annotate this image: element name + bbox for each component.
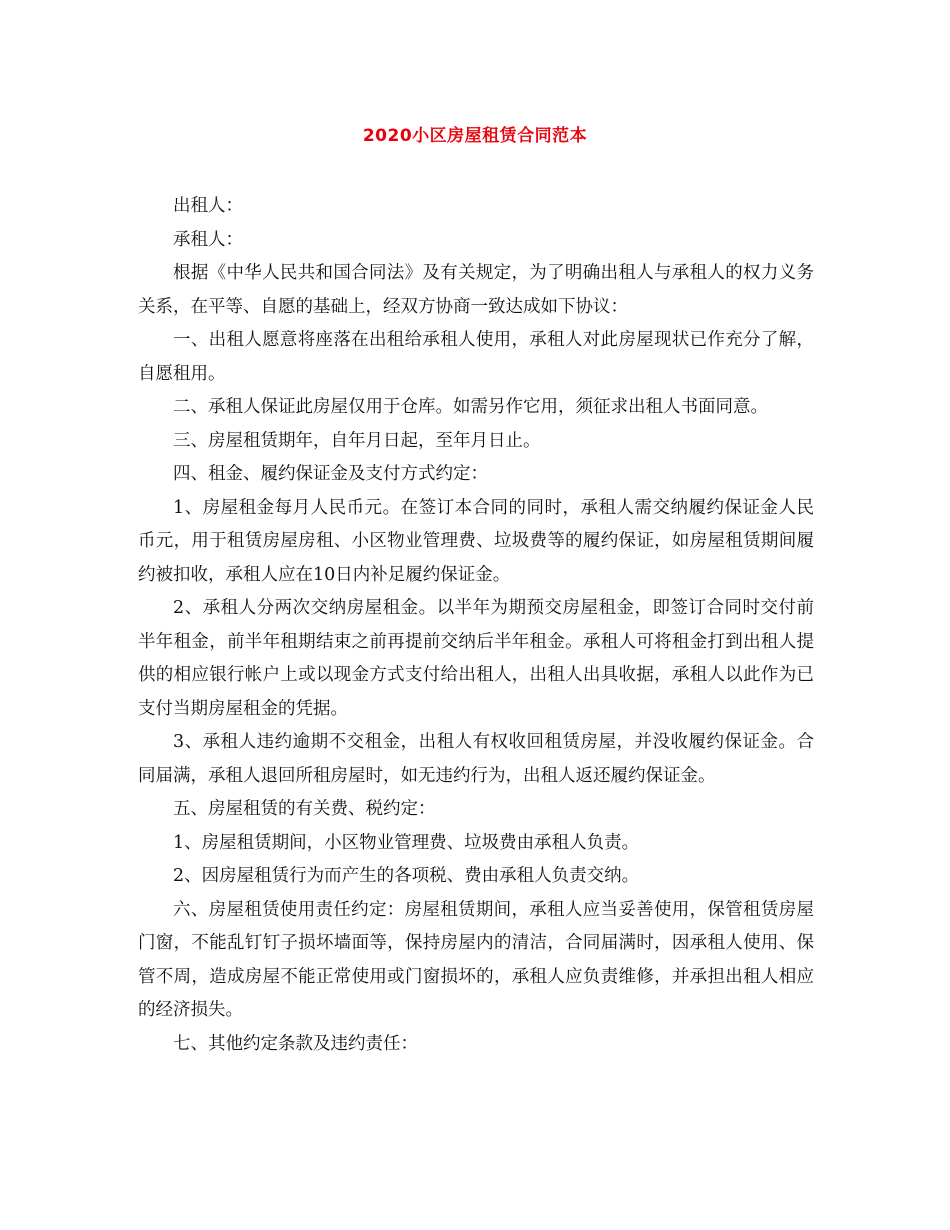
paragraph-clause-5-1: 1、房屋租赁期间，小区物业管理费、垃圾费由承租人负责。 (173, 832, 640, 853)
paragraph-clause-6: 六、房屋租赁使用责任约定：房屋租赁期间，承租人应当妥善使用，保管租赁房屋门窗，不能乱钉钉子损坏墙面等，保持房屋内的清洁，合同届满时，因承租人使用、保管不周，造成房屋不能正常使用或门窗损坏的，承租人应负责维修，并承担出租人相应的经济损失。 (138, 899, 814, 1020)
paragraph-clause-4-1: 1、房屋租金每月人民币元。在签订本合同的同时，承租人需交纳履约保证金人民币元，用于租赁房屋房租、小区物业管理费、垃圾费等的履约保证，如房屋租赁期间履约被扣收，承租人应在10日内补足履约保证金。 (138, 497, 814, 585)
document-body (138, 190, 814, 1061)
paragraph-clause-5-2: 2、因房屋租赁行为而产生的各项税、费由承租人负责交纳。 (173, 866, 640, 886)
paragraph-clause-5-heading: 五、房屋租赁的有关费、税约定： (173, 799, 436, 819)
paragraph-clause-1: 一、出租人愿意将座落在出租给承租人使用，承租人对此房屋现状已作充分了解，自愿租用。 (138, 330, 814, 384)
paragraph-clause-7-heading: 七、其他约定条款及违约责任： (173, 1033, 418, 1054)
paragraph-lessor: 出租人： (173, 196, 243, 216)
document-title: 2020小区房屋租赁合同范本 (362, 126, 588, 146)
paragraph-clause-2: 二、承租人保证此房屋仅用于仓库。如需另作它用，须征求出租人书面同意。 (173, 397, 768, 417)
paragraph-lessee: 承租人： (173, 229, 243, 250)
paragraph-clause-4-heading: 四、租金、履约保证金及支付方式约定： (173, 464, 488, 484)
paragraph-preamble: 根据《中华人民共和国合同法》及有关规定，为了明确出租人与承租人的权力义务关系，在平等、自愿的基础上，经双方协商一致达成如下协议： (138, 263, 814, 317)
paragraph-clause-4-3: 3、承租人违约逾期不交租金，出租人有权收回租赁房屋，并没收履约保证金。合同届满，承租人退回所租房屋时，如无违约行为，出租人返还履约保证金。 (138, 732, 814, 786)
paragraph-clause-3: 三、房屋租赁期年，自年月日起，至年月日止。 (173, 430, 541, 451)
paragraph-clause-4-2: 2、承租人分两次交纳房屋租金。以半年为期预交房屋租金，即签订合同时交付前半年租金，前半年租期结束之前再提前交纳后半年租金。承租人可将租金打到出租人提供的相应银行帐户上或以现金方式支付给出租人，出租人出具收据，承租人以此作为已支付当期房屋租金的凭据。 (138, 598, 814, 719)
